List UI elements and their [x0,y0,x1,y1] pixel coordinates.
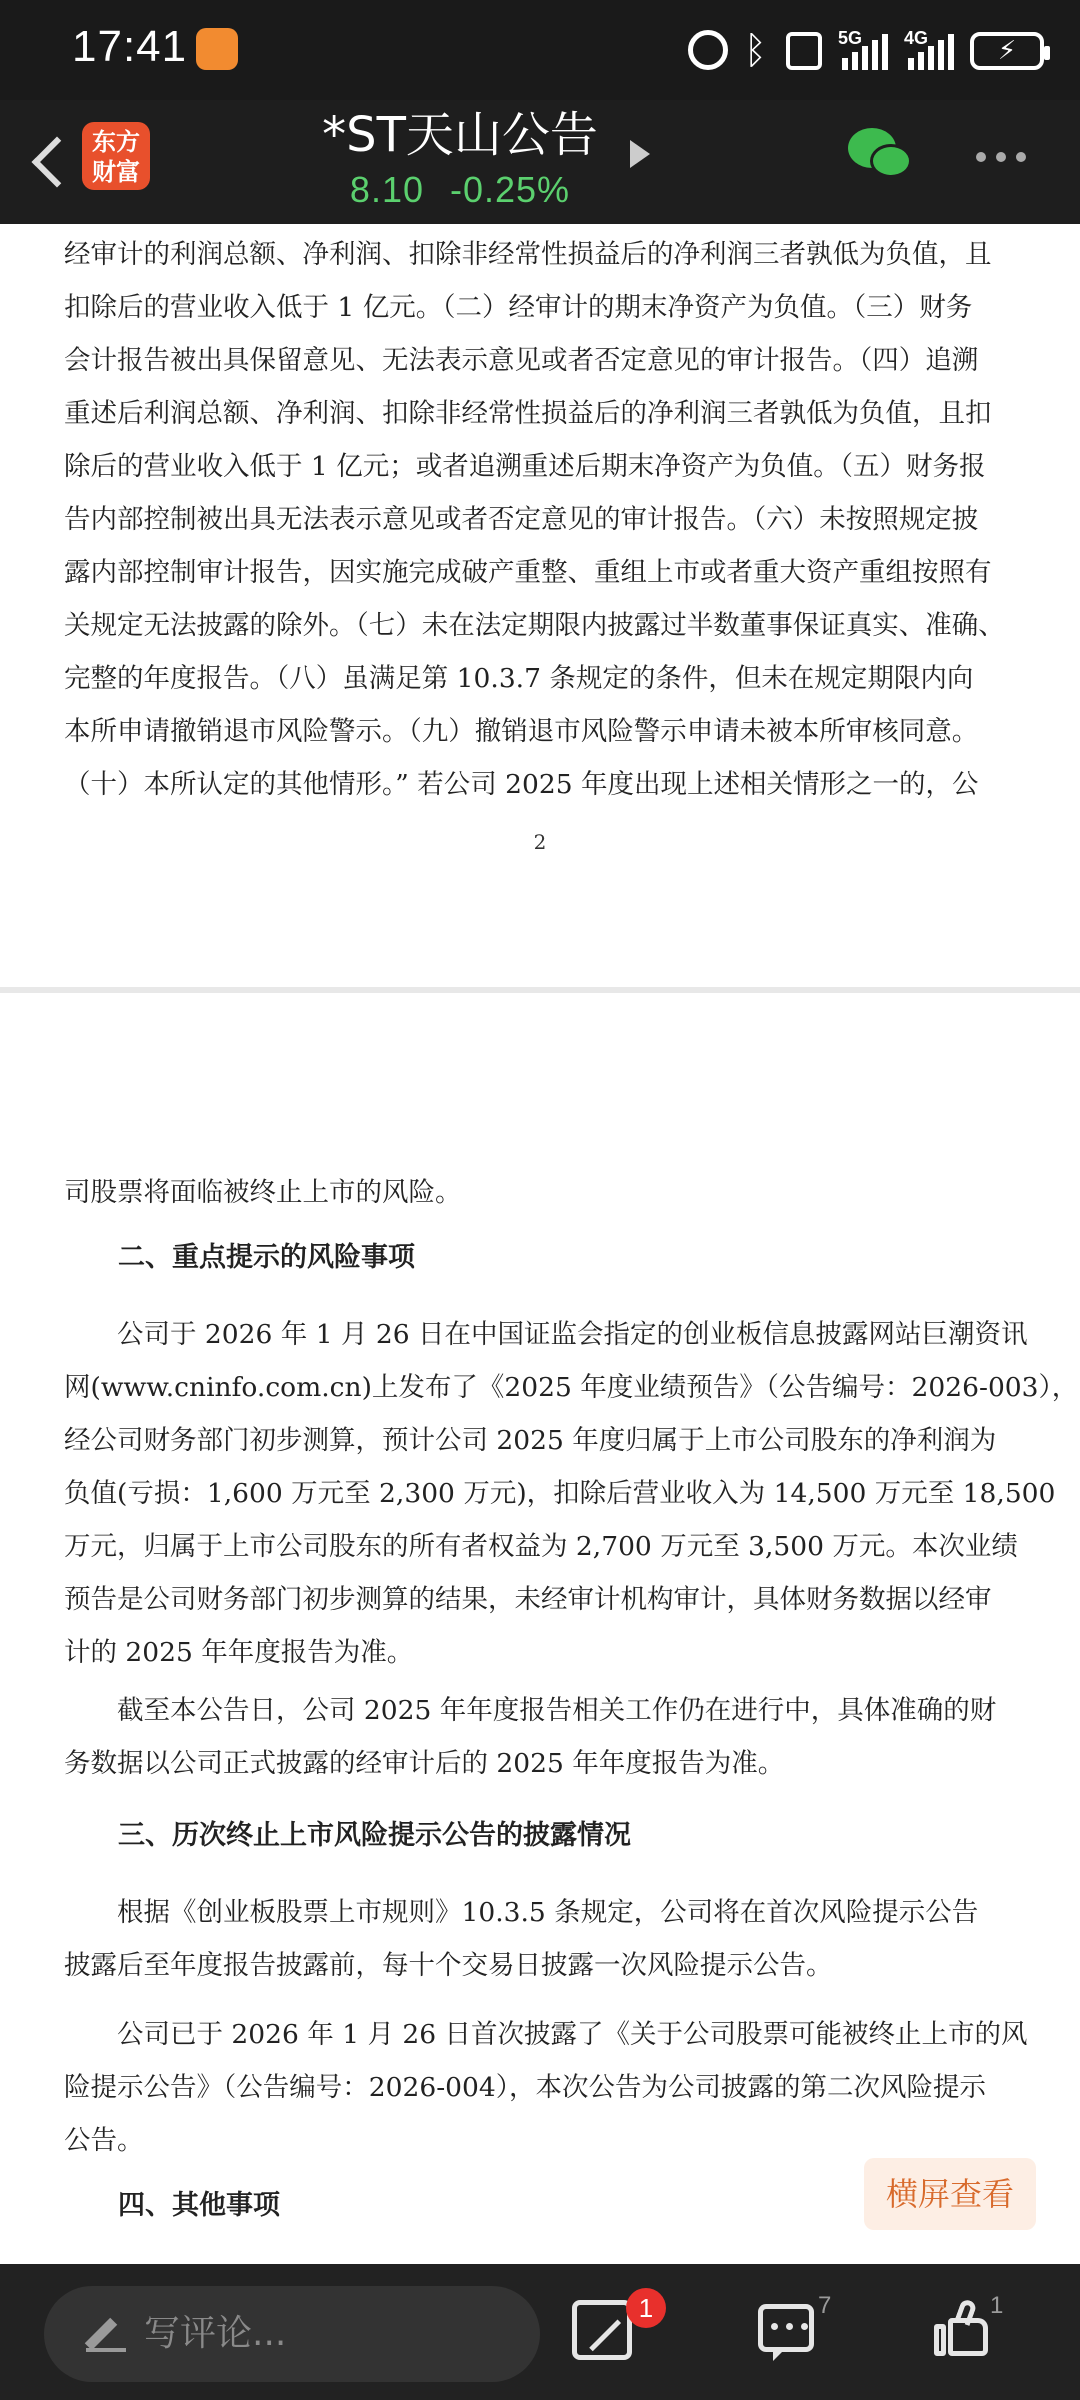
stock-price: 8.10 [349,169,424,210]
bottom-action-bar [0,2264,1080,2400]
text-line: 扣除后的营业收入低于 1 亿元。（二）经审计的期末净资产为负值。（三）财务 [64,292,973,323]
pencil-icon [86,2312,126,2352]
text-line: 负值(亏损：1,600 万元至 2,300 万元)，扣除后营业收入为 14,500 万元至 18,500 [64,1478,1056,1509]
text-line: 计的 2025 年年度报告为准。 [64,1637,414,1668]
play-arrow-icon[interactable] [630,140,650,168]
text-line: 重述后利润总额、净利润、扣除非经常性损益后的净利润三者孰低为负值，且扣 [64,398,992,429]
page1-paragraph [64,228,1008,811]
notification-app-icon [196,28,238,70]
text-line: 截至本公告日，公司 2025 年年度报告相关工作仍在进行中，具体准确的财 [117,1695,997,1726]
text-line: 险提示公告》（公告编号：2026-004），本次公告为公司披露的第二次风险提示 [64,2072,986,2103]
status-bar [0,0,1080,100]
back-button[interactable] [20,122,80,202]
comments-button[interactable] [758,2304,814,2352]
stock-title-area[interactable] [310,102,610,212]
text-line: 本所申请撤销退市风险警示。（九）撤销退市风险警示申请未被本所审核同意。 [64,716,979,747]
text-line: 关规定无法披露的除外。（七）未在法定期限内披露过半数董事保证真实、准确、 [64,610,1005,641]
text-line: 经审计的利润总额、净利润、扣除非经常性损益后的净利润三者孰低为负值，且 [64,239,992,270]
wechat-share-icon[interactable] [848,128,912,184]
landscape-view-button[interactable]: 横屏查看 [864,2158,1036,2230]
rule-paragraph [64,1886,1008,1992]
history-paragraph [64,2008,1028,2167]
comment-count: 7 [818,2292,832,2319]
text-line: 公告。 [64,2125,144,2156]
cutoff-paragraph [64,1684,1008,1790]
text-line: 露内部控制审计报告，因实施完成破产重整、重组上市或者重大资产重组按照有 [64,557,992,588]
text-line: 务数据以公司正式披露的经审计后的 2025 年年度报告为准。 [64,1748,785,1779]
announcement-document[interactable] [0,224,1080,2264]
page2-first-line: 司股票将面临被终止上市的风险。 [64,1177,462,1208]
status-icons [688,26,1044,74]
like-button[interactable] [934,2300,990,2356]
page-title: *ST天山公告 [322,107,598,163]
text-line: 完整的年度报告。（八）虽满足第 10.3.7 条规定的条件，但未在规定期限内向 [64,663,974,694]
page-number: 2 [533,830,547,854]
battery-icon: ⚡ [970,30,1044,70]
text-line: 根据《创业板股票上市规则》10.3.5 条规定，公司将在首次风险提示公告 [117,1897,979,1928]
vibrate-icon [786,30,822,70]
bluetooth-icon: ᛒ [744,28,767,72]
app-header [0,100,1080,224]
comment-input[interactable] [44,2286,540,2382]
stock-change: -0.25% [450,169,571,210]
section-heading-2: 二、重点提示的风险事项 [118,1242,415,1273]
risk-paragraph [64,1308,1079,1679]
like-count: 1 [990,2292,1004,2319]
text-line: 经公司财务部门初步测算，预计公司 2025 年度归属于上市公司股东的净利润为 [64,1425,997,1456]
eastmoney-logo[interactable]: 东方 财富 [82,122,150,190]
text-line: 披露后至年度报告披露前，每十个交易日披露一次风险提示公告。 [64,1950,833,1981]
more-options-icon[interactable] [976,152,1026,162]
stock-quote [310,168,610,212]
page-divider [0,987,1080,993]
comment-placeholder: 写评论... [144,2313,287,2354]
text-line: 万元，归属于上市公司股东的所有者权益为 2,700 万元至 3,500 万元。本次业绩 [64,1531,1018,1562]
text-line: 预告是公司财务部门初步测算的结果，未经审计机构审计，具体财务数据以经审 [64,1584,992,1615]
share-button[interactable] [572,2300,632,2360]
status-time: 17:41 [72,22,188,71]
text-line: 除后的营业收入低于 1 亿元；或者追溯重述后期末净资产为负值。（五）财务报 [64,451,986,482]
text-line: 公司于 2026 年 1 月 26 日在中国证监会指定的创业板信息披露网站巨潮资讯 [117,1319,1028,1350]
signal-5g-icon: 5G [838,30,888,70]
text-line: 公司已于 2026 年 1 月 26 日首次披露了《关于公司股票可能被终止上市的风 [117,2019,1028,2050]
alarm-icon [688,30,728,70]
text-line: （十）本所认定的其他情形。” 若公司 2025 年度出现上述相关情形之一的，公 [64,769,979,800]
signal-4g-icon: 4G [904,30,954,70]
text-line: 告内部控制被出具无法表示意见或者否定意见的审计报告。（六）未按照规定披 [64,504,979,535]
text-line: 网(www.cninfo.com.cn)上发布了《2025 年度业绩预告》（公告编号：2026-003）， [64,1372,1079,1403]
text-line: 会计报告被出具保留意见、无法表示意见或者否定意见的审计报告。（四）追溯 [64,345,979,376]
share-badge: 1 [626,2288,666,2328]
section-heading-3: 三、历次终止上市风险提示公告的披露情况 [118,1820,631,1851]
section-heading-4: 四、其他事项 [118,2190,280,2221]
